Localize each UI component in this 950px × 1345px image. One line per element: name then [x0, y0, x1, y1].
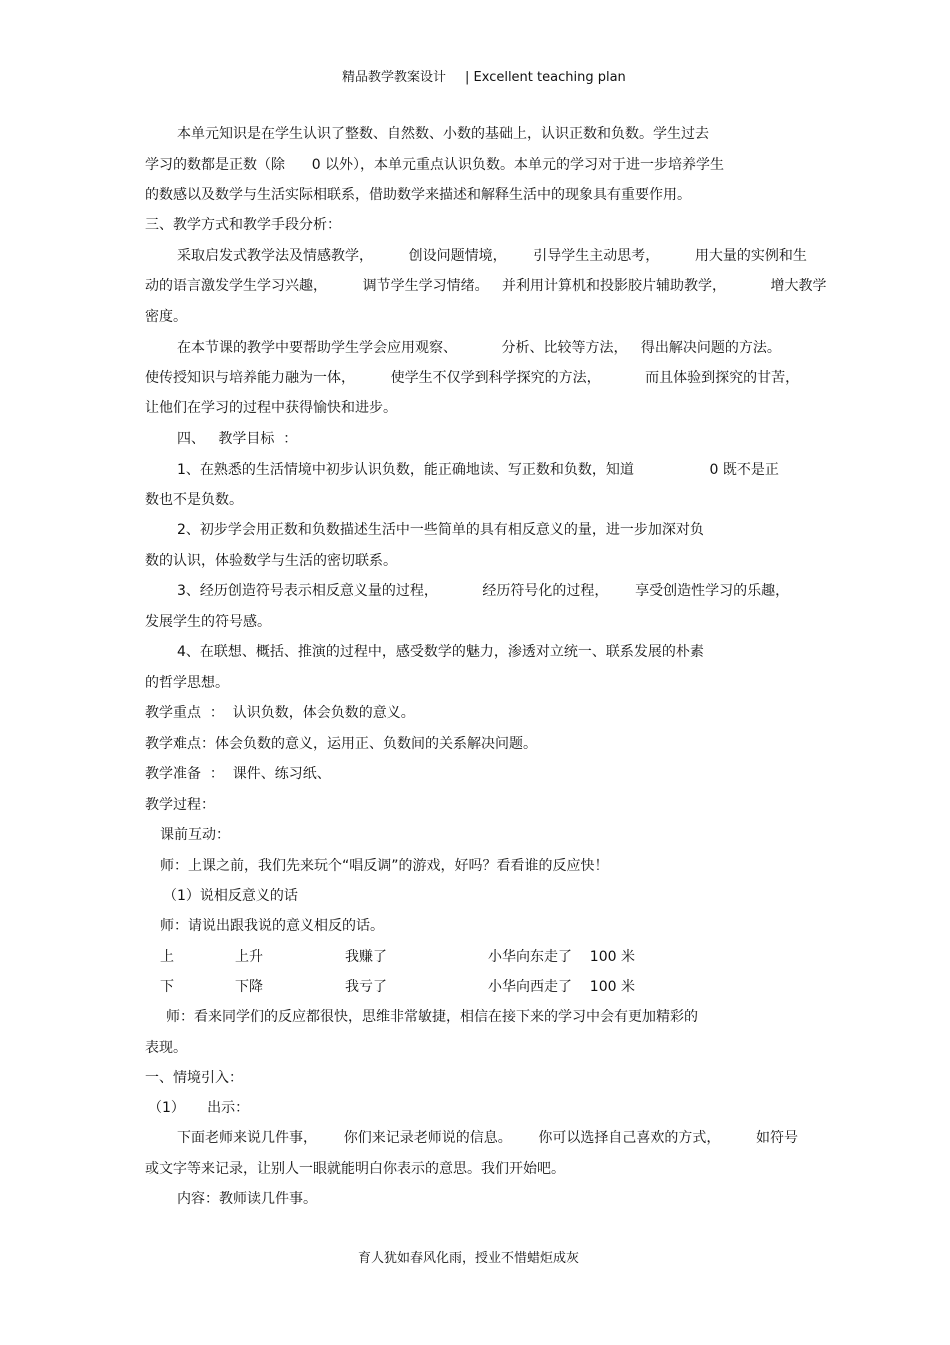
paragraph-line: 学习的数都是正数（除 0 以外），本单元重点认识负数。本单元的学习对于进一步培养学生 [145, 157, 725, 173]
footer-motto: 育人犹如春风化雨，授业不惜蜡炬成灰 [358, 1251, 580, 1266]
objective-line: 3、经历创造符号表示相反意义量的过程， 经历符号化的过程， 享受创造性学习的乐趣， [177, 583, 790, 599]
paragraph-line: 使传授知识与培养能力融为一体， 使学生不仅学到科学探究的方法， 而且体验到探究的甘苦， [145, 370, 800, 386]
objective-line: 的哲学思想。 [145, 675, 229, 691]
paragraph-line: 课前互动： [160, 827, 230, 843]
table-cell: 下 [160, 979, 174, 995]
paragraph-line: 表现。 [145, 1040, 187, 1056]
paragraph-line: 的数感以及数学与生活实际相联系，借助数学来描述和解释生活中的现象具有重要作用。 [145, 187, 691, 203]
paragraph-line: 动的语言激发学生学习兴趣， 调节学生学习情绪。 并利用计算机和投影胶片辅助教学， 增大教学 [145, 278, 827, 294]
table-cell: 我亏了 [345, 979, 387, 995]
objective-line: 数也不是负数。 [145, 492, 243, 508]
paragraph-line: 采取启发式教学法及情感教学， 创设问题情境， 引导学生主动思考， 用大量的实例和生 [177, 248, 807, 264]
paragraph-line: （1）说相反意义的话 [163, 888, 298, 904]
preparation: 教学准备 ： 课件、练习纸、 [145, 766, 331, 782]
paragraph-line: 本单元知识是在学生认识了整数、自然数、小数的基础上，认识正数和负数。学生过去 [177, 126, 709, 142]
key-point: 教学重点 ： 认识负数，体会负数的意义。 [145, 705, 415, 721]
objective-line: 4、在联想、概括、推演的过程中，感受数学的魅力，渗透对立统一、联系发展的朴素 [177, 644, 704, 660]
table-cell: 小华向东走了 100 米 [488, 949, 635, 965]
paragraph-line: 让他们在学习的过程中获得愉快和进步。 [145, 400, 397, 416]
table-cell: 小华向西走了 100 米 [488, 979, 635, 995]
paragraph-line: 或文字等来记录，让别人一眼就能明白你表示的意思。我们开始吧。 [145, 1161, 565, 1177]
paragraph-line: 师：看来同学们的反应都很快，思维非常敏捷，相信在接下来的学习中会有更加精彩的 [166, 1009, 698, 1025]
table-cell: 下降 [235, 979, 263, 995]
paragraph-line: 密度。 [145, 309, 187, 325]
process-heading: 教学过程： [145, 797, 215, 813]
objective-line: 发展学生的符号感。 [145, 614, 271, 630]
difficulty: 教学难点：体会负数的意义，运用正、负数间的关系解决问题。 [145, 736, 537, 752]
section-heading: 四、 教学目标 ： [177, 431, 298, 447]
objective-line: 2、初步学会用正数和负数描述生活中一些简单的具有相反意义的量，进一步加深对负 [177, 522, 704, 538]
paragraph-line: 内容：教师读几件事。 [177, 1191, 317, 1207]
objective-line: 数的认识，体验数学与生活的密切联系。 [145, 553, 397, 569]
section-heading: 三、教学方式和教学手段分析： [145, 217, 341, 233]
paragraph-line: （1） 出示： [148, 1100, 250, 1116]
objective-line: 1、在熟悉的生活情境中初步认识负数，能正确地读、写正数和负数，知道 0 既不是正 [177, 462, 779, 478]
paragraph-line: 在本节课的教学中要帮助学生学会应用观察、 分析、比较等方法， 得出解决问题的方法。 [177, 340, 781, 356]
header-subtitle: | Excellent teaching plan [465, 70, 626, 85]
paragraph-line: 下面老师来说几件事， 你们来记录老师说的信息。 你可以选择自己喜欢的方式， 如符号 [177, 1130, 799, 1146]
paragraph-line: 师：上课之前，我们先来玩个“唱反调”的游戏，好吗？看看谁的反应快！ [160, 858, 609, 874]
table-cell: 我赚了 [345, 949, 387, 965]
section-heading: 一、情境引入： [145, 1070, 243, 1086]
table-cell: 上升 [235, 949, 263, 965]
paragraph-line: 师：请说出跟我说的意义相反的话。 [160, 918, 384, 934]
header-title: 精品教学教案设计 [342, 70, 447, 85]
table-cell: 上 [160, 949, 174, 965]
